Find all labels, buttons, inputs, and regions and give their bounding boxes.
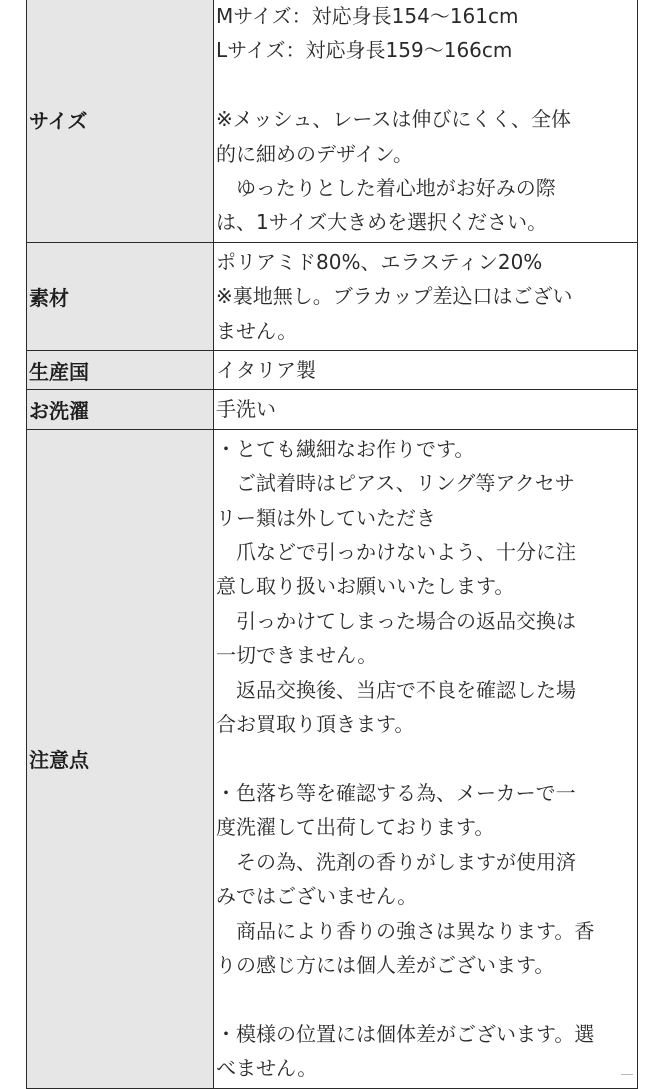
spec-label-country: 生産国 (27, 351, 214, 390)
spec-line: 手洗い (216, 397, 276, 422)
spec-line: Mサイズ：対応身長154〜161cm (216, 4, 519, 28)
spec-line: ※裏地無し。ブラカップ差込口はござい (216, 284, 573, 309)
spec-value-country (214, 351, 638, 390)
spec-line: 意し取り扱いお願いいたします。 (216, 574, 515, 599)
spec-line: ません。 (216, 318, 298, 343)
spec-row-notes (27, 429, 638, 1088)
spec-line: Lサイズ：対応身長159〜166cm (216, 38, 513, 63)
spec-line: べません。 (216, 1056, 318, 1081)
spec-row-washing (27, 390, 638, 429)
spec-row-size (27, 0, 638, 242)
spec-line (216, 982, 637, 1016)
spec-value-notes (214, 429, 638, 1088)
spec-row-country (27, 351, 638, 390)
divider (621, 1074, 633, 1078)
spec-line: ・模様の位置には個体差がございます。選 (216, 1021, 595, 1046)
spec-line: 的に細めのデザイン。 (216, 141, 413, 166)
spec-value-size (214, 0, 638, 242)
spec-line: みではございません。 (216, 884, 418, 909)
spec-line: ご試着時はピアス、リング等アクセサ (216, 471, 575, 496)
spec-line: ゆったりとした着心地がお好みの際 (216, 176, 556, 201)
spec-line: 引っかけてしまった場合の返品交換は (216, 608, 576, 633)
spec-line (216, 68, 637, 102)
spec-line: りの感じ方には個人差がございます。 (216, 952, 555, 977)
spec-line: ・とても繊細なお作りです。 (216, 436, 475, 461)
spec-label-size: サイズ (27, 0, 214, 242)
spec-line (216, 742, 637, 776)
spec-line: 合お買取り頂きます。 (216, 712, 415, 737)
spec-value-washing (214, 390, 638, 429)
spec-line: は、1サイズ大きめを選択ください。 (216, 210, 548, 235)
spec-row-material (27, 242, 638, 350)
spec-line: ポリアミド80%、エラスティン20% (216, 249, 543, 274)
spec-line: その為、洗剤の香りがしますが使用済 (216, 849, 576, 874)
spec-line: 商品により香りの強さは異なります。香 (216, 918, 595, 943)
spec-label-washing: お洗濯 (27, 390, 214, 429)
spec-line: 返品交換後、当店で不良を確認した場 (216, 677, 576, 702)
spec-label-notes: 注意点 (27, 429, 214, 1088)
spec-value-material (214, 242, 638, 350)
spec-label-material: 素材 (27, 242, 214, 350)
spec-line: 爪などで引っかけないよう、十分に注 (216, 540, 576, 565)
spec-line: 一切できません。 (216, 643, 378, 668)
spec-line: ※メッシュ、レースは伸びにくく、全体 (216, 107, 571, 132)
spec-line: 度洗濯して出荷しております。 (216, 815, 495, 840)
product-spec-table (26, 0, 638, 1089)
spec-line: イタリア製 (216, 358, 316, 383)
spec-line: ・色落ち等を確認する為、メーカーで一 (216, 780, 576, 805)
spec-line: リー類は外していただき (216, 505, 436, 530)
